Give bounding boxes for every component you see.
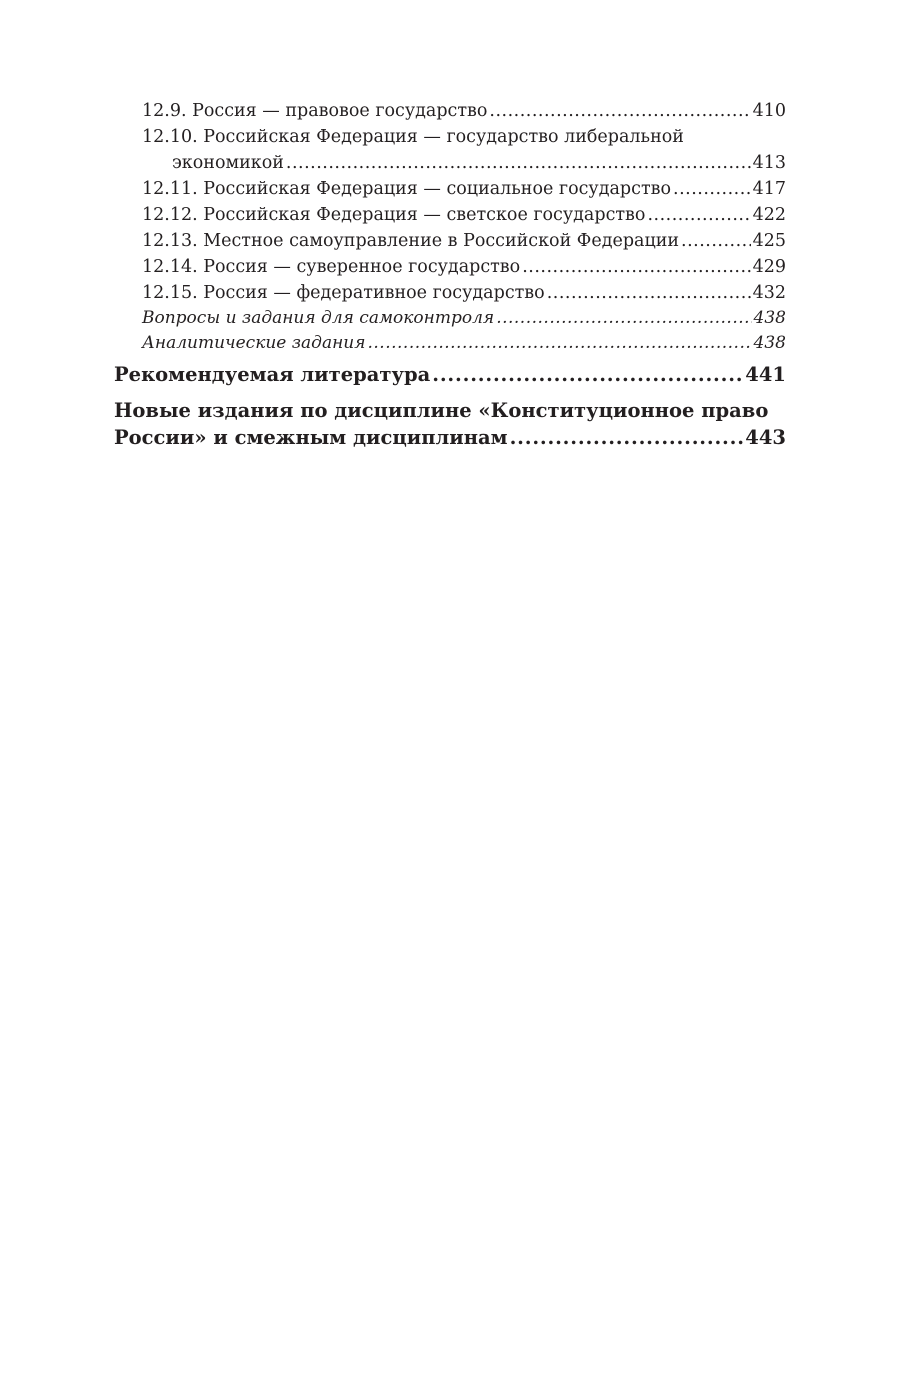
toc-entry[interactable] <box>114 228 786 254</box>
toc-entry-title: Аналитические задания <box>142 332 366 353</box>
toc-entry-page: 425 <box>752 231 786 251</box>
toc-entry[interactable] <box>114 98 786 124</box>
dot-leader <box>489 98 750 124</box>
toc-entry-title: Вопросы и задания для самоконтроля <box>142 308 495 328</box>
toc-entry-title: 12.10. Российская Федерация — государство либеральной <box>142 127 684 147</box>
dot-leader <box>432 361 743 388</box>
toc-entry-page: 443 <box>745 426 786 449</box>
toc-entry-title: 12.14. Россия — суверенное государство <box>142 257 521 277</box>
toc-entry-title: 12.15. Россия — федеративное государство <box>142 283 545 303</box>
toc-entry[interactable] <box>114 306 786 331</box>
toc-entry-title: 12.9. Россия — правовое государство <box>142 101 488 121</box>
toc-entry[interactable] <box>114 254 786 280</box>
toc-entry[interactable] <box>114 331 786 356</box>
toc-entry-title: Новые издания по дисциплине «Конституционное право <box>114 399 769 422</box>
toc-entry-continuation[interactable] <box>114 150 786 176</box>
toc-entry[interactable] <box>114 361 786 388</box>
toc-entry-title: 12.12. Российская Федерация — светское государство <box>142 205 646 225</box>
toc-entry[interactable] <box>114 124 786 150</box>
toc-entry-page: 429 <box>752 257 786 277</box>
toc-entry-page: 417 <box>752 179 786 199</box>
dot-leader <box>510 424 744 451</box>
dot-leader <box>681 228 751 254</box>
dot-leader <box>673 176 751 202</box>
toc-entry-page: 438 <box>753 308 786 328</box>
toc-entry-title: России» и смежным дисциплинам <box>114 426 508 449</box>
dot-leader <box>368 331 752 356</box>
table-of-contents <box>114 98 786 451</box>
dot-leader <box>547 280 751 306</box>
toc-entry[interactable] <box>114 202 786 228</box>
toc-entry-page: 410 <box>752 101 786 121</box>
toc-entry-title: 12.11. Российская Федерация — социальное государство <box>142 179 672 199</box>
toc-entry-page: 413 <box>752 153 786 173</box>
dot-leader <box>522 254 750 280</box>
toc-entry-title: экономикой <box>172 153 284 173</box>
toc-entry[interactable] <box>114 176 786 202</box>
toc-entry-page: 441 <box>745 363 786 386</box>
dot-leader <box>496 306 751 331</box>
dot-leader <box>647 202 750 228</box>
toc-entry-continuation[interactable] <box>114 424 786 451</box>
toc-entry-page: 438 <box>753 332 786 353</box>
dot-leader <box>286 150 751 176</box>
toc-entry-title: Рекомендуемая литература <box>114 363 431 386</box>
toc-entry-page: 432 <box>752 283 786 303</box>
toc-entry[interactable] <box>114 397 786 424</box>
toc-entry[interactable] <box>114 280 786 306</box>
toc-entry-title: 12.13. Местное самоуправление в Российской Федерации <box>142 231 680 251</box>
toc-entry-page: 422 <box>752 205 786 225</box>
